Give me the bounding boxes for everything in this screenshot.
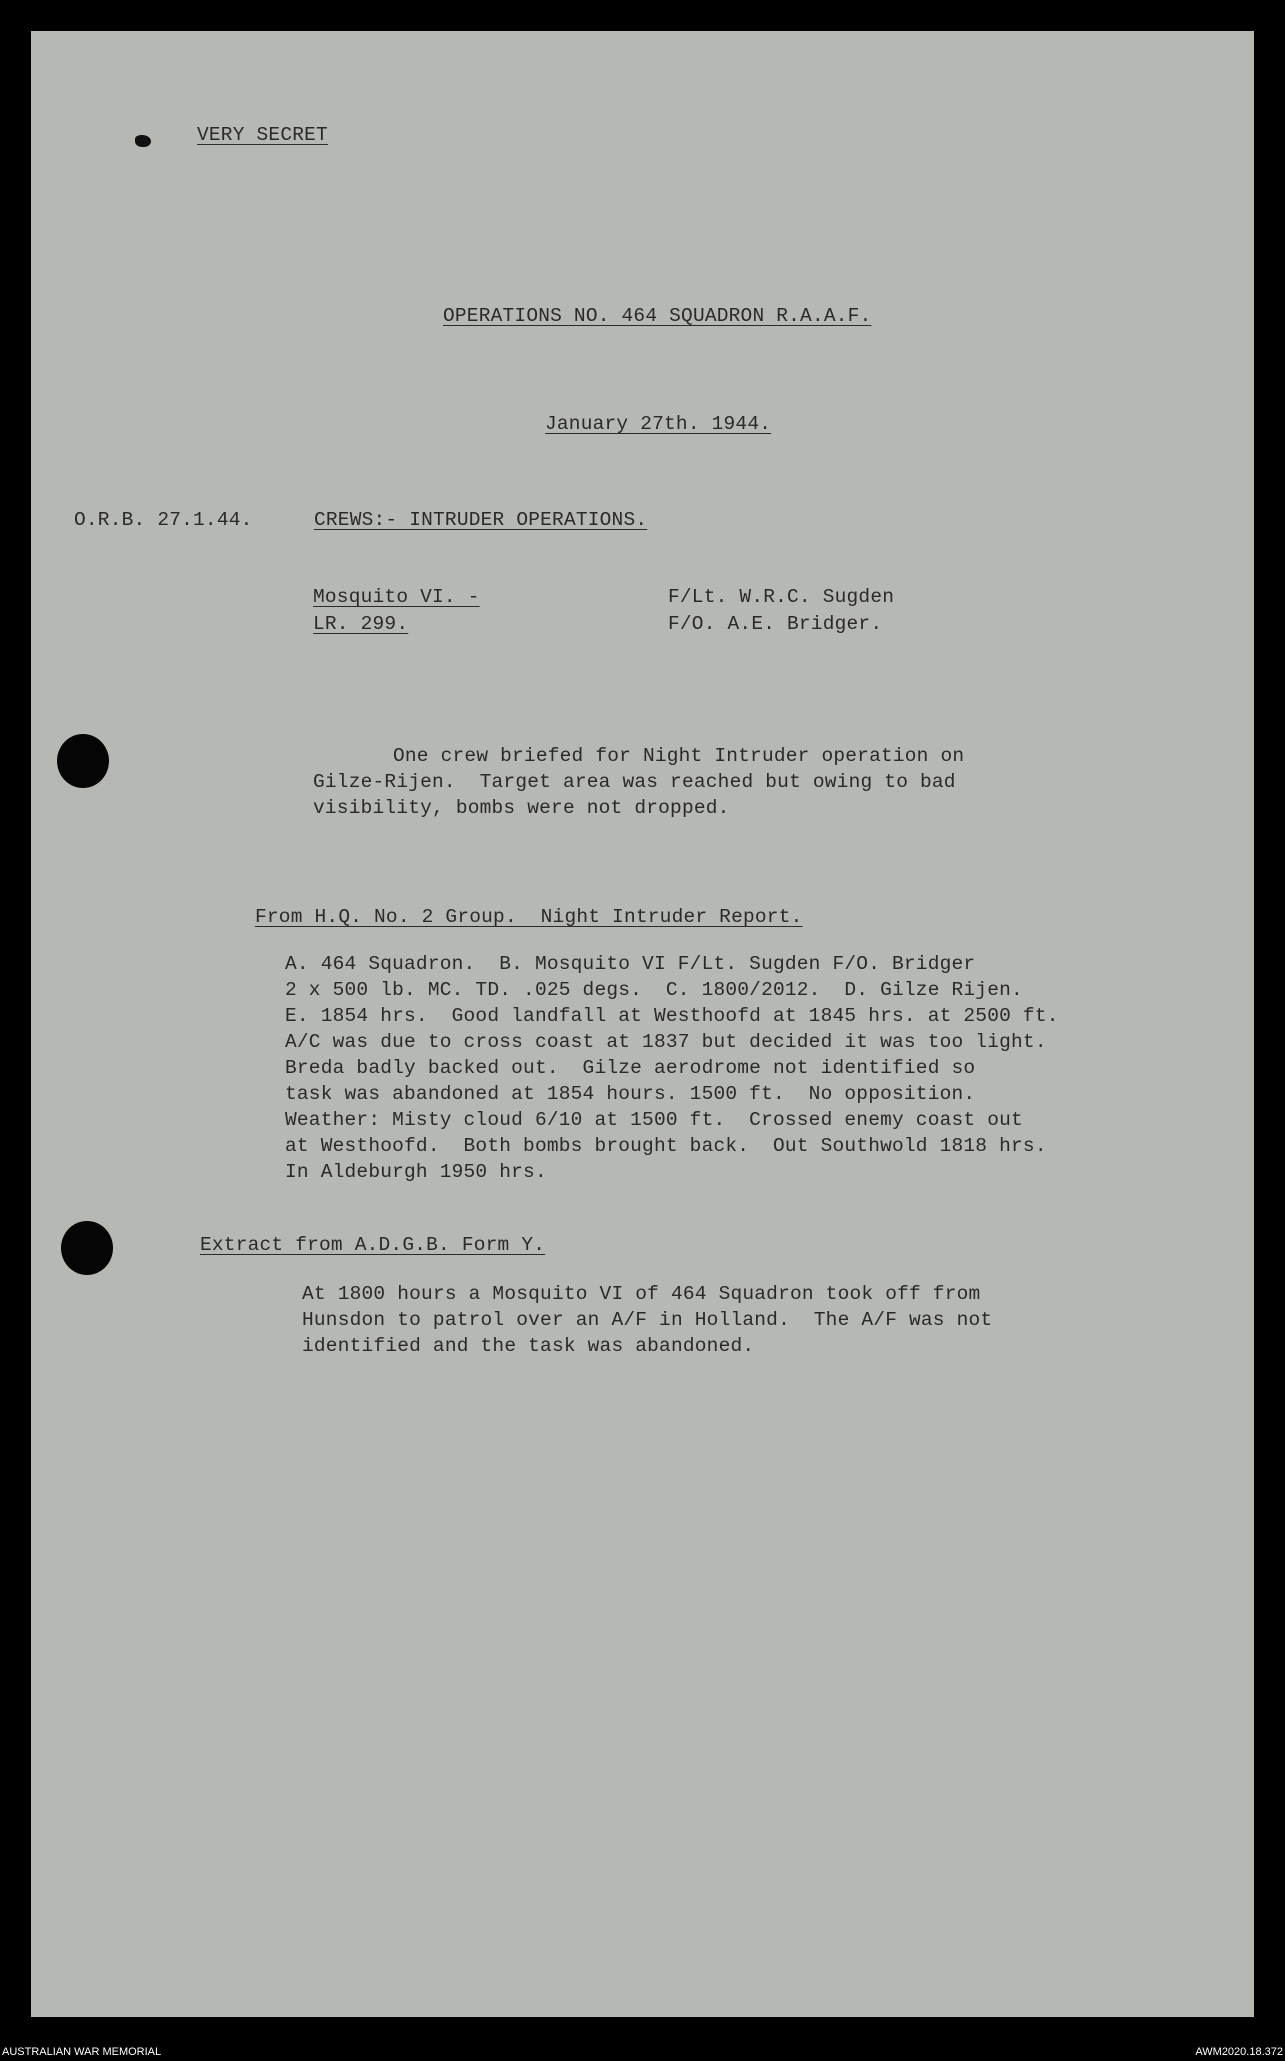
orb-reference: O.R.B. 27.1.44. (74, 509, 253, 531)
report-line: Weather: Misty cloud 6/10 at 1500 ft. Crossed enemy coast out (285, 1109, 1023, 1131)
punch-hole-bottom (61, 1221, 113, 1275)
ink-blot (135, 135, 151, 147)
page-title: OPERATIONS NO. 464 SQUADRON R.A.A.F. (443, 305, 872, 327)
summary-paragraph (313, 743, 964, 821)
punch-hole-top (57, 734, 109, 788)
crew-member-navigator: F/O. A.E. Bridger. (668, 613, 883, 635)
extract-paragraph (302, 1281, 992, 1359)
crew-member-pilot: F/Lt. W.R.C. Sugden (668, 586, 895, 608)
report-line: A/C was due to cross coast at 1837 but decided it was too light. (285, 1031, 1047, 1053)
summary-line: visibility, bombs were not dropped. (313, 797, 730, 819)
report-line: Breda badly backed out. Gilze aerodrome not identified so (285, 1057, 976, 1079)
report-heading: From H.Q. No. 2 Group. Night Intruder Report. (255, 906, 803, 928)
crews-heading: CREWS:- INTRUDER OPERATIONS. (314, 509, 648, 531)
report-line: task was abandoned at 1854 hours. 1500 ft. No opposition. (285, 1083, 976, 1105)
aircraft-serial: LR. 299. (313, 613, 409, 635)
footer-accession-number: AWM2020.18.372 (1195, 2046, 1283, 2058)
aircraft-type: Mosquito VI. - (313, 586, 480, 608)
report-paragraph (285, 951, 1059, 1185)
report-line: at Westhoofd. Both bombs brought back. Out Southwold 1818 hrs. (285, 1135, 1047, 1157)
report-line: In Aldeburgh 1950 hrs. (285, 1161, 547, 1183)
summary-line: Gilze-Rijen. Target area was reached but owing to bad (313, 771, 956, 793)
report-line: A. 464 Squadron. B. Mosquito VI F/Lt. Sugden F/O. Bridger (285, 953, 976, 975)
footer-institution: AUSTRALIAN WAR MEMORIAL (2, 2046, 162, 2058)
extract-line: identified and the task was abandoned. (302, 1335, 755, 1357)
extract-heading: Extract from A.D.G.B. Form Y. (200, 1234, 546, 1256)
document-date: January 27th. 1944. (545, 413, 772, 435)
extract-line: At 1800 hours a Mosquito VI of 464 Squadron took off from (302, 1283, 981, 1305)
document-page (31, 31, 1254, 2017)
classification-label: VERY SECRET (197, 124, 328, 146)
report-line: E. 1854 hrs. Good landfall at Westhoofd at 1845 hrs. at 2500 ft. (285, 1005, 1059, 1027)
summary-line: One crew briefed for Night Intruder operation on (393, 745, 965, 767)
extract-line: Hunsdon to patrol over an A/F in Holland. The A/F was not (302, 1309, 993, 1331)
report-line: 2 x 500 lb. MC. TD. .025 degs. C. 1800/2012. D. Gilze Rijen. (285, 979, 1023, 1001)
